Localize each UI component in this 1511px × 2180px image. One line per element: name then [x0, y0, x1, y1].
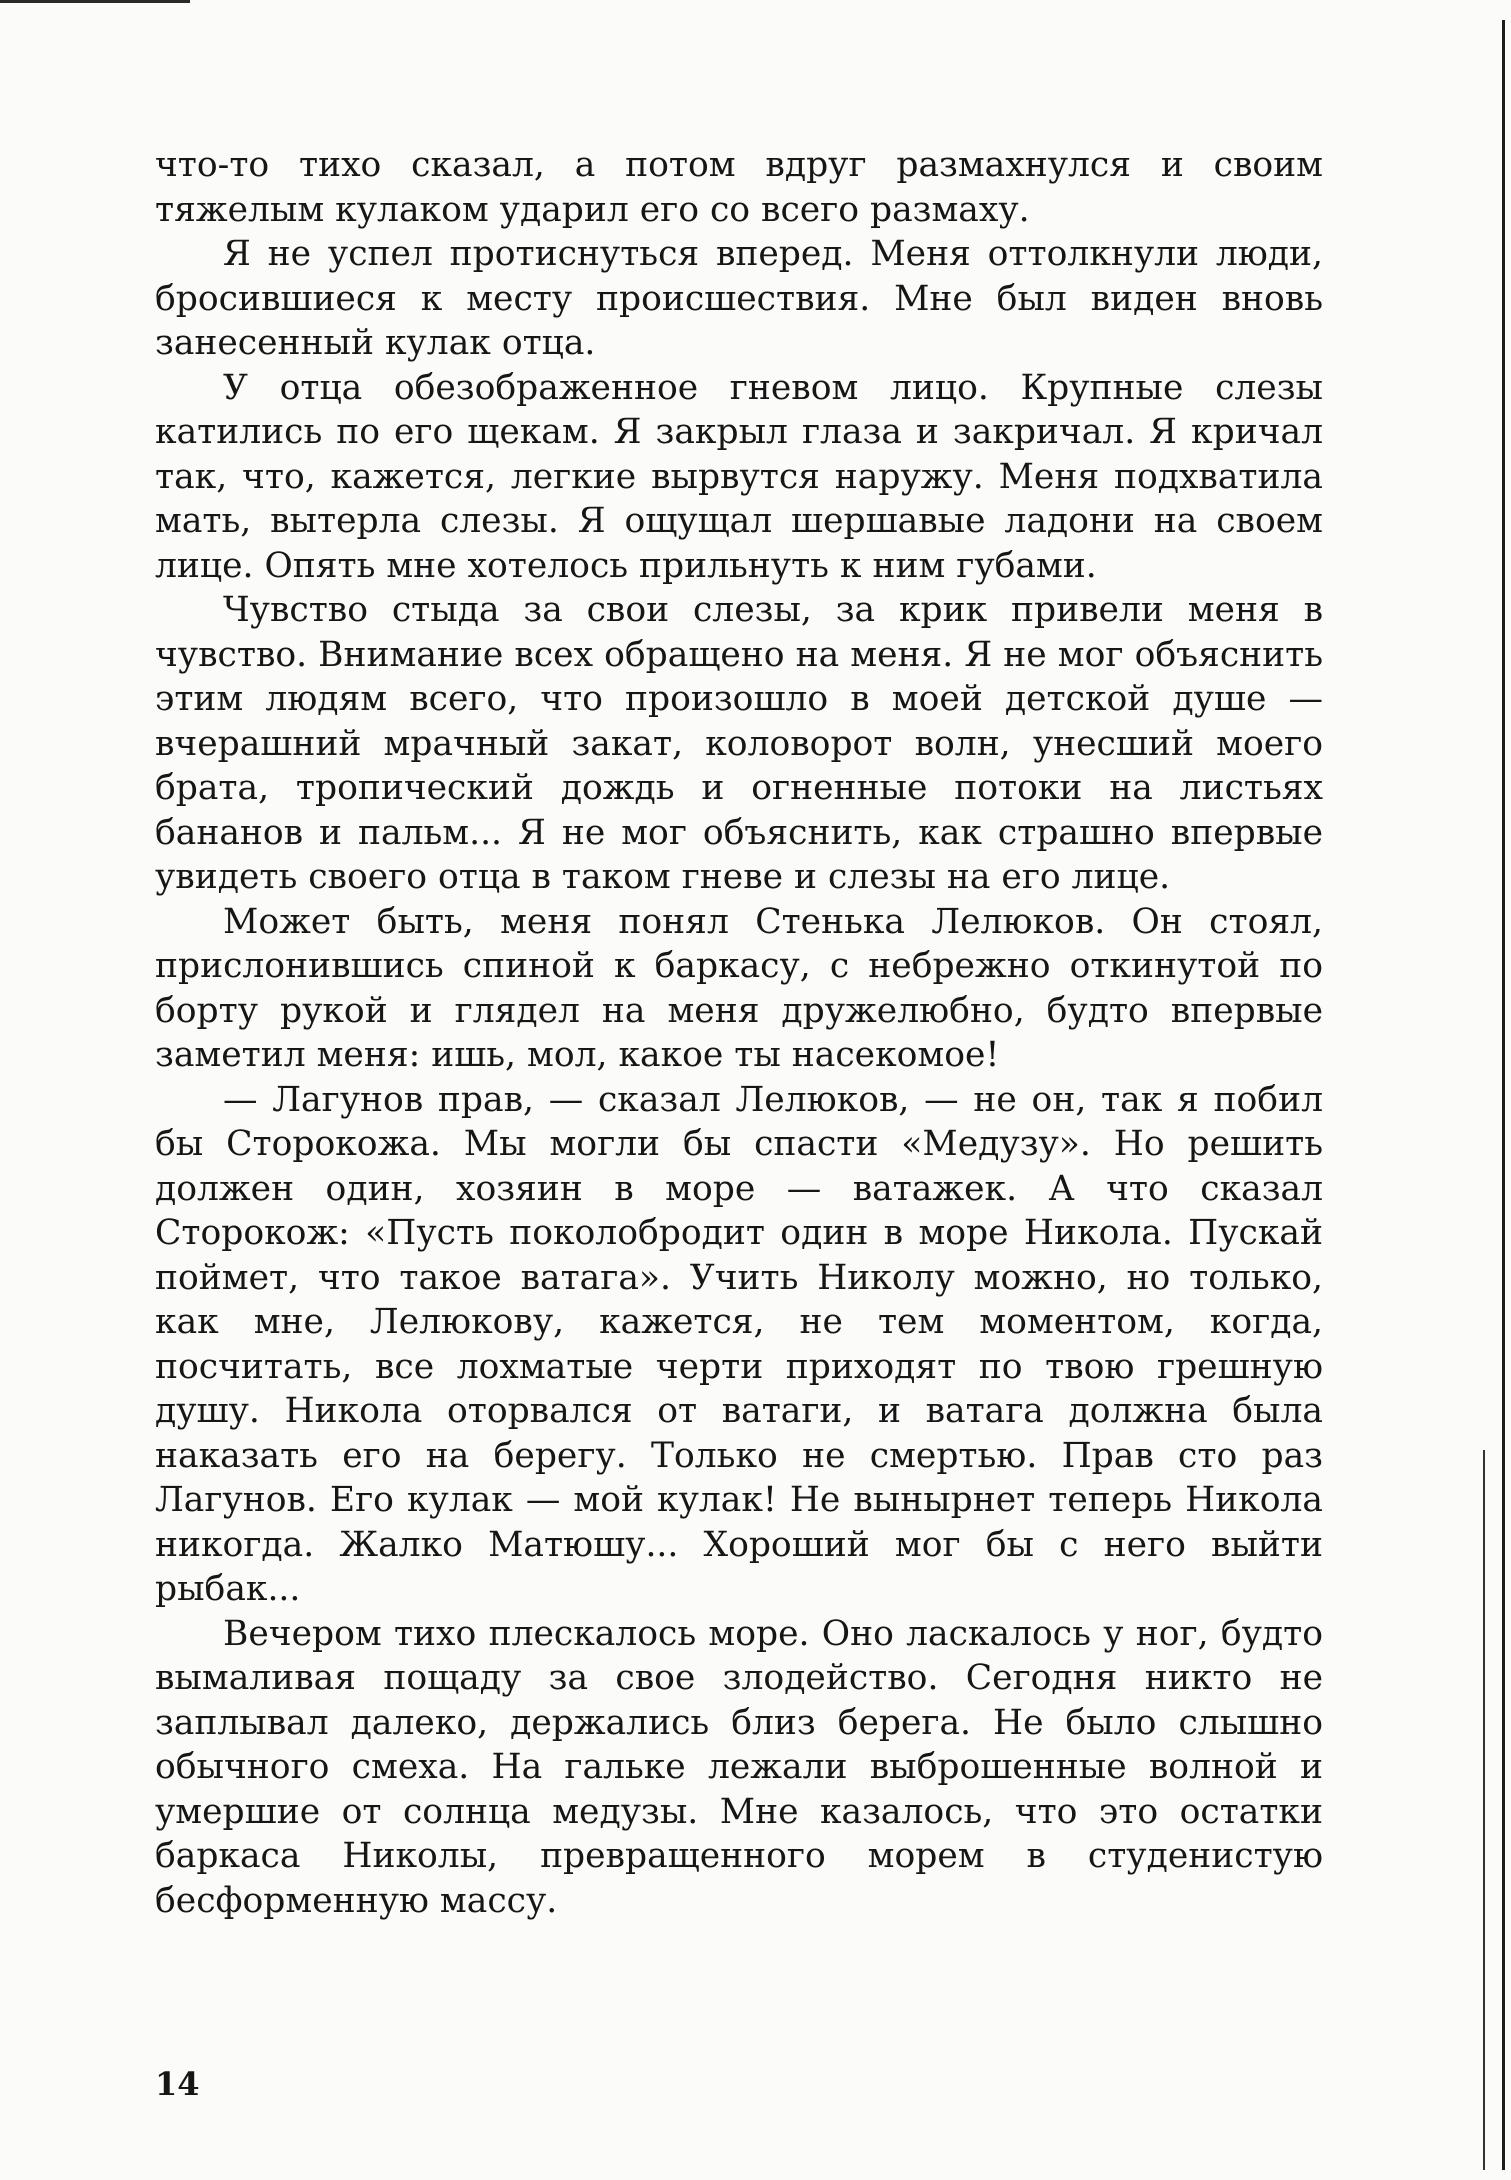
paragraph: Может быть, меня понял Стенька Лелюков. Он стоял, прислонившись спиной к баркасу, с небрежно откинутой по борту рукой и глядел на меня дружелюбно, будто впервые заметил меня: ишь, мол, какое ты насекомое! [155, 901, 1323, 1075]
top-edge-rule [0, 0, 190, 3]
paragraph: Чувство стыда за свои слезы, за крик привели меня в чувство. Внимание всех обращено на меня. Я не мог объяснить этим людям всего, что произошло в моей детской душе — вчерашний мрачный закат, коловорот волн, унесший моего брата, тропический дождь и огненные потоки на листьях бананов и пальм... Я не мог объяснить, как страшно впервые увидеть своего отца в таком гневе и слезы на его лице. [155, 590, 1323, 897]
page-number: 14 [155, 2065, 200, 2103]
paragraph: — Лагунов прав, — сказал Лелюков, — не он, так я побил бы Сторокожа. Мы могли бы спасти «Медузу». Но решить должен один, хозяин в море — ватажек. А что сказал Сторокож: «Пусть поколобродит один в море Никола. Пускай поймет, что такое ватага». Учить Николу можно, но только, как мне, Лелюкову, кажется, не тем моментом, когда, посчитать, все лохматые черти приходят по твою грешную душу. Никола оторвался от ватаги, и ватага должна была наказать его на берегу. Только не смертью. Прав сто раз Лагунов. Его кулак — мой кулак! Не вынырнет теперь Никола никогда. Жалко Матюшу... Хороший мог бы с него выйти рыбак... [155, 1079, 1323, 1609]
page-edge-line-inner [1483, 1450, 1485, 2170]
paragraph: У отца обезображенное гневом лицо. Крупные слезы катились по его щекам. Я закрыл глаза и закричал. Я кричал так, что, кажется, легкие вырвутся наружу. Меня подхватила мать, вытерла слезы. Я ощущал шершавые ладони на своем лице. Опять мне хотелось прильнуть к ним губами. [155, 367, 1323, 586]
page-edge-line [1502, 20, 1505, 2170]
body-text [155, 143, 1323, 1923]
paragraph: Вечером тихо плескалось море. Оно ласкалось у ног, будто вымаливая пощаду за свое злодейство. Сегодня никто не заплывал далеко, держались близ берега. Не было слышно обычного смеха. На гальке лежали выброшенные волной и умершие от солнца медузы. Мне казалось, что это остатки баркаса Николы, превращенного морем в студенистую бесформенную массу. [155, 1613, 1323, 1921]
paragraph: что-то тихо сказал, а потом вдруг размахнулся и своим тяжелым кулаком ударил его со всего размаху. [155, 145, 1323, 230]
paragraph: Я не успел протиснуться вперед. Меня оттолкнули люди, бросившиеся к месту происшествия. Мне был виден вновь занесенный кулак отца. [155, 234, 1323, 363]
